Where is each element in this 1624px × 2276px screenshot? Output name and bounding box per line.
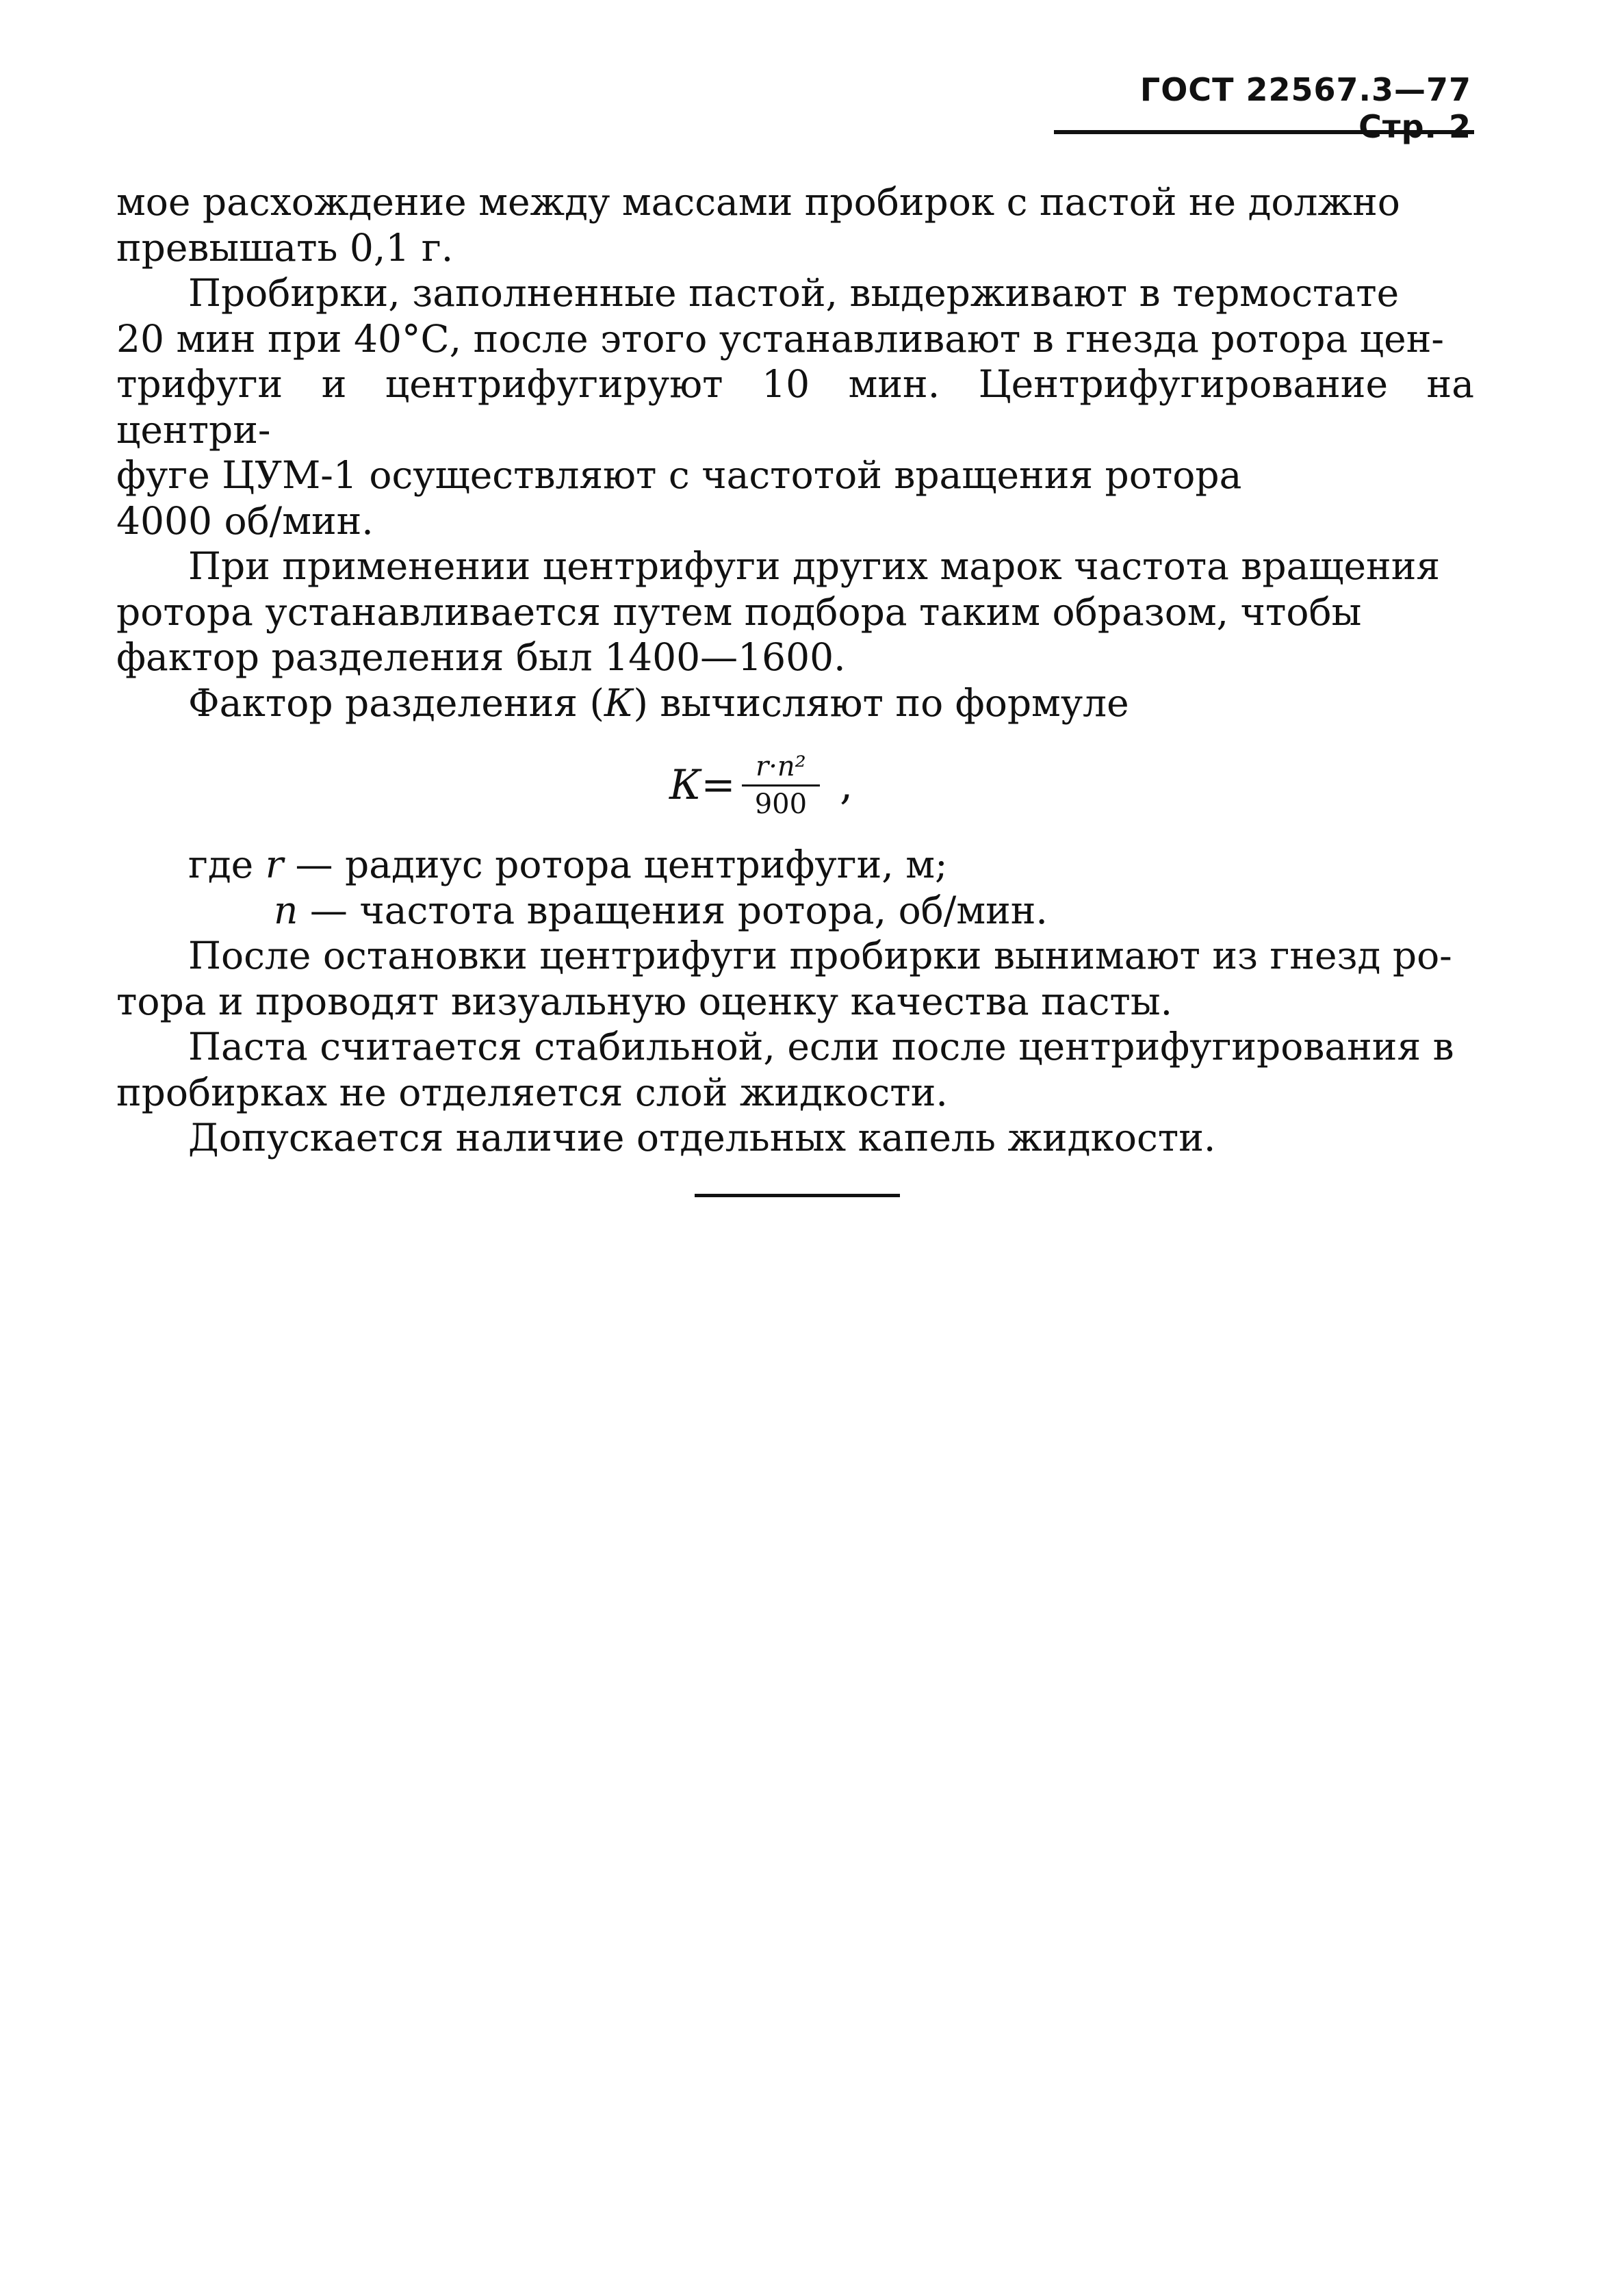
definition-prefix: где [188,843,266,886]
formula [669,741,853,830]
definition-r-text: — радиус ротора центрифуги, м; [283,843,948,886]
formula-numerator: r·n² [742,749,820,787]
formula-lhs: К= [669,760,736,809]
paragraph-5-line-1: После остановки центрифуги пробирки вынимают из гнезд ро- [188,934,1452,977]
document-body [116,179,1474,1161]
paragraph-1-line-2: превышать 0,1 г. [116,225,454,270]
definition-n [116,888,1474,934]
paragraph-3-line-1: При применении центрифуги других марок частота вращения [188,544,1441,588]
paragraph-4-variable: К [604,680,634,725]
paragraph-1-line-1: мое расхождение между массами пробирок с пастой не должно [116,180,1400,224]
paragraph-6-line-2: пробирках не отделяется слой жидкости. [116,1070,948,1114]
definition-n-variable: n [274,888,298,932]
paragraph-4-before: Фактор разделения ( [188,680,604,725]
end-rule [695,1194,900,1197]
paragraph-3-line-3: фактор разделения был 1400—1600. [116,635,846,679]
paragraph-4 [116,680,1474,726]
paragraph-2-line-3: трифуги и центрифугируют 10 мин. Центрифугирование на центри- [116,362,1474,452]
page-header: ГОСТ 22567.3—77 Стр. 2 [1139,71,1471,145]
paragraph-2-line-4: фуге ЦУМ-1 осуществляют с частотой вращения ротора [116,453,1242,497]
paragraph-2-line-2: 20 мин при 40°С, после этого устанавливают в гнезда ротора цен- [116,316,1444,361]
formula-denominator: 900 [754,788,808,820]
formula-comma: , [840,760,853,809]
paragraph-5-line-2: тора и проводят визуальную оценку качества пасты. [116,979,1173,1023]
formula-block [116,741,1474,830]
definition-r [116,842,1474,888]
definition-r-variable: r [265,843,284,886]
definition-n-text: — частота вращения ротора, об/мин. [298,888,1048,932]
paragraph-7-line-1: Допускается наличие отдельных капель жидкости. [188,1116,1216,1160]
formula-fraction [741,749,821,822]
paragraph-2-line-5: 4000 об/мин. [116,498,374,543]
header-rule [1054,130,1474,134]
paragraph-6-line-1: Паста считается стабильной, если после центрифугирования в [188,1025,1454,1069]
paragraph-2-line-1: Пробирки, заполненные пастой, выдерживают в термостате [188,271,1400,315]
paragraph-4-after: ) вычисляют по формуле [633,680,1129,725]
paragraph-3-line-2: ротора устанавливается путем подбора таким образом, чтобы [116,589,1362,634]
